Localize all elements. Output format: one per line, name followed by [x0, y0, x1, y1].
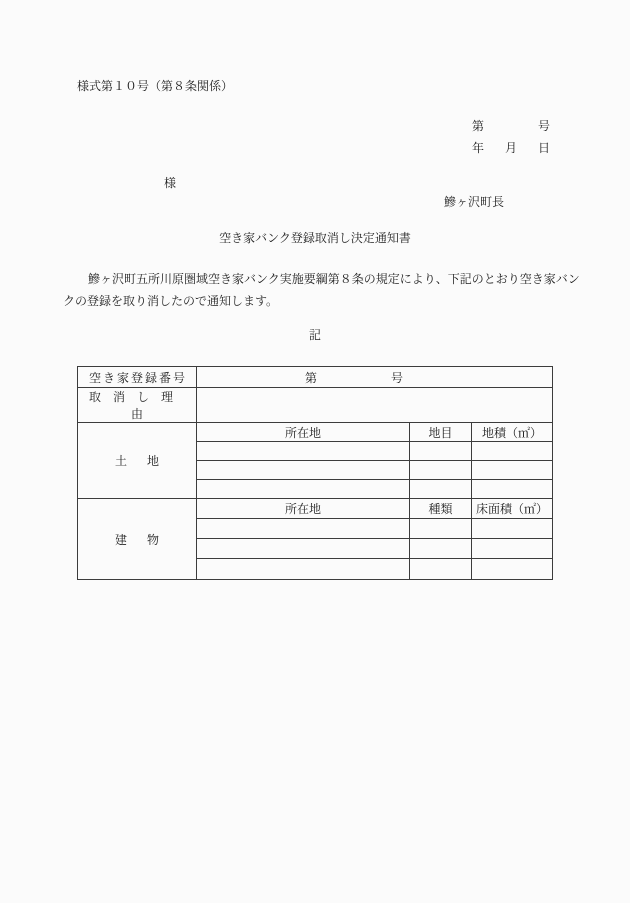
registration-number-prefix: 第: [305, 370, 318, 385]
date-day: 日: [537, 141, 550, 155]
land-category-header: 地目: [410, 423, 472, 442]
land-area-cell: [472, 461, 553, 480]
building-location-cell: [197, 519, 410, 539]
land-location-header: 所在地: [197, 423, 410, 442]
building-header-row: [78, 499, 553, 519]
registration-number-row: [78, 367, 553, 388]
registration-number-value-cell: [197, 367, 553, 388]
land-location-cell: [197, 461, 410, 480]
form-number: 様式第１０号（第８条関係）: [77, 79, 234, 93]
building-type-cell: [410, 559, 472, 580]
registration-number-label: 空き家登録番号: [88, 370, 187, 385]
building-type-header: 種類: [410, 499, 472, 519]
body-paragraph: [63, 268, 580, 312]
cancellation-reason-row: [78, 388, 553, 423]
cancellation-reason-label-cell: [78, 388, 197, 423]
date-year: 年: [472, 141, 485, 155]
land-category-cell: [410, 480, 472, 499]
land-area-header: 地積（㎡）: [472, 423, 553, 442]
building-floor-area-header: 床面積（㎡）: [472, 499, 553, 519]
building-floor-area-cell: [472, 519, 553, 539]
date-month: 月: [504, 141, 517, 155]
cancellation-reason-value-cell: [197, 388, 553, 423]
sender-title: 鰺ヶ沢町長: [444, 195, 505, 209]
doc-number-line: [472, 119, 550, 134]
land-location-cell: [197, 480, 410, 499]
building-type-cell: [410, 539, 472, 559]
building-floor-area-cell: [472, 539, 553, 559]
land-category-cell: [410, 461, 472, 480]
registration-number-suffix: 号: [391, 370, 404, 385]
doc-number-prefix: 第: [472, 119, 485, 133]
building-type-cell: [410, 519, 472, 539]
section-mark-ki: 記: [308, 328, 321, 342]
building-floor-area-cell: [472, 559, 553, 580]
body-line-2: クの登録を取り消したので通知します。: [63, 294, 279, 308]
body-line-1: 鰺ヶ沢町五所川原圏域空き家バンク実施要綱第８条の規定により、下記のとおり空き家バン: [88, 272, 580, 286]
recipient-honorific: 様: [164, 176, 177, 190]
date-line: [472, 141, 550, 156]
land-label: 土地: [114, 454, 179, 468]
building-label-cell: [78, 499, 197, 580]
land-label-cell: [78, 423, 197, 499]
land-area-cell: [472, 442, 553, 461]
document-title: 空き家バンク登録取消し決定通知書: [219, 231, 411, 245]
building-label: 建物: [114, 532, 179, 547]
land-header-row: [78, 423, 553, 442]
registration-number-label-cell: [78, 367, 197, 388]
cancellation-reason-label: 取消し理由: [88, 390, 185, 421]
registration-table: [77, 366, 553, 580]
doc-number-suffix: 号: [537, 119, 550, 133]
land-area-cell: [472, 480, 553, 499]
building-location-cell: [197, 539, 410, 559]
land-location-cell: [197, 442, 410, 461]
land-category-cell: [410, 442, 472, 461]
building-location-header: 所在地: [197, 499, 410, 519]
building-location-cell: [197, 559, 410, 580]
